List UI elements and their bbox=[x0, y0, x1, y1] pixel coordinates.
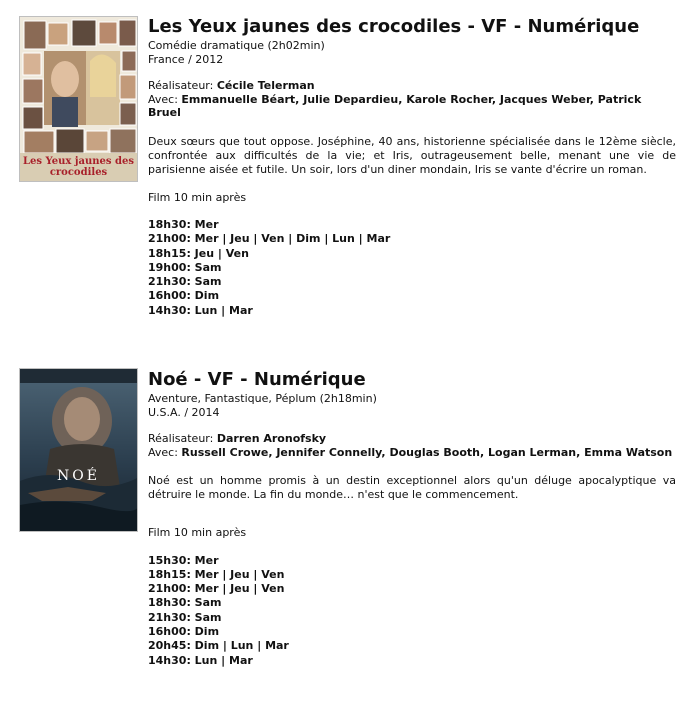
showtimes-list bbox=[148, 554, 676, 668]
showtime-row: 16h00: Dim bbox=[148, 624, 220, 638]
showtime-row: 18h30: Mer bbox=[148, 218, 219, 231]
director-label: Réalisateur: bbox=[148, 79, 214, 92]
showtime-row: 16h00: Dim bbox=[148, 289, 220, 303]
movie-synopsis: Noé est un homme promis à un destin exceptionnel alors qu'un déluge apocalyptique va détruire le monde. La fin du monde… n'est que le commencement. bbox=[148, 474, 676, 501]
director-name: Cécile Telerman bbox=[216, 79, 315, 92]
movie-synopsis: Deux sœurs que tout oppose. Joséphine, 40 ans, historienne spécialisée dans le 12ème siècle, confrontée aux difficultés de la vie; et Iris, outrageusement belle, menant une vie de parisienne aisée et futile. Un soir, lors d'un diner mondain, Iris se vante d'écrire un roman. bbox=[148, 134, 676, 176]
movie-genre: Aventure, Fantastique, Péplum (2h18min) bbox=[148, 392, 377, 405]
movie-cast-row bbox=[148, 446, 676, 460]
poster-storm-image bbox=[20, 369, 138, 532]
movie-poster[interactable] bbox=[19, 368, 138, 532]
showtime-row: 18h15: Mer | Jeu | Ven bbox=[148, 567, 285, 581]
showtime-row: 21h00: Mer | Jeu | Ven | Dim | Lun | Mar bbox=[148, 232, 391, 246]
cast-names: Russell Crowe, Jennifer Connelly, Douglas Booth, Logan Lerman, Emma Watson bbox=[181, 445, 673, 459]
movie-director-row bbox=[148, 79, 676, 93]
movie-director-row bbox=[148, 432, 676, 446]
showtime-row: 19h00: Sam bbox=[148, 260, 222, 274]
director-label: Réalisateur: bbox=[148, 432, 214, 445]
movie-country-year: U.S.A. / 2014 bbox=[148, 405, 220, 419]
showtime-row: 14h30: Lun | Mar bbox=[148, 653, 253, 667]
showtime-row: 14h30: Lun | Mar bbox=[148, 303, 253, 317]
cast-label: Avec: bbox=[148, 445, 178, 459]
movie-poster[interactable] bbox=[19, 16, 138, 182]
cast-label: Avec: bbox=[148, 92, 178, 106]
film-note: Film 10 min après bbox=[148, 526, 247, 539]
film-note: Film 10 min après bbox=[148, 190, 247, 204]
movie-title[interactable]: Noé - VF - Numérique bbox=[148, 369, 366, 390]
showtime-row: 21h30: Sam bbox=[148, 610, 222, 624]
showtime-row: 20h45: Dim | Lun | Mar bbox=[148, 639, 289, 653]
poster-title: NOÉ bbox=[57, 468, 100, 484]
showtime-row: 21h30: Sam bbox=[148, 275, 222, 289]
movie-cast-row bbox=[148, 93, 676, 120]
cast-names: Emmanuelle Béart, Julie Depardieu, Karole Rocher, Jacques Weber, Patrick Bruel bbox=[148, 92, 642, 119]
movie-details bbox=[148, 368, 676, 668]
showtimes-list bbox=[148, 218, 676, 318]
showtime-row: 21h00: Mer | Jeu | Ven bbox=[148, 582, 285, 596]
poster-title: Les Yeux jaunes des crocodiles bbox=[23, 156, 134, 178]
showtime-row: 15h30: Mer bbox=[148, 553, 219, 567]
showtime-row: 18h15: Jeu | Ven bbox=[148, 246, 249, 260]
movie-title[interactable]: Les Yeux jaunes des crocodiles - VF - Numérique bbox=[148, 16, 640, 37]
showtime-row: 18h30: Sam bbox=[148, 596, 222, 610]
director-name: Darren Aronofsky bbox=[216, 432, 327, 445]
movie-genre: Comédie dramatique (2h02min) bbox=[148, 39, 325, 52]
movie-country-year: France / 2012 bbox=[148, 52, 224, 66]
movie-details bbox=[148, 15, 676, 318]
